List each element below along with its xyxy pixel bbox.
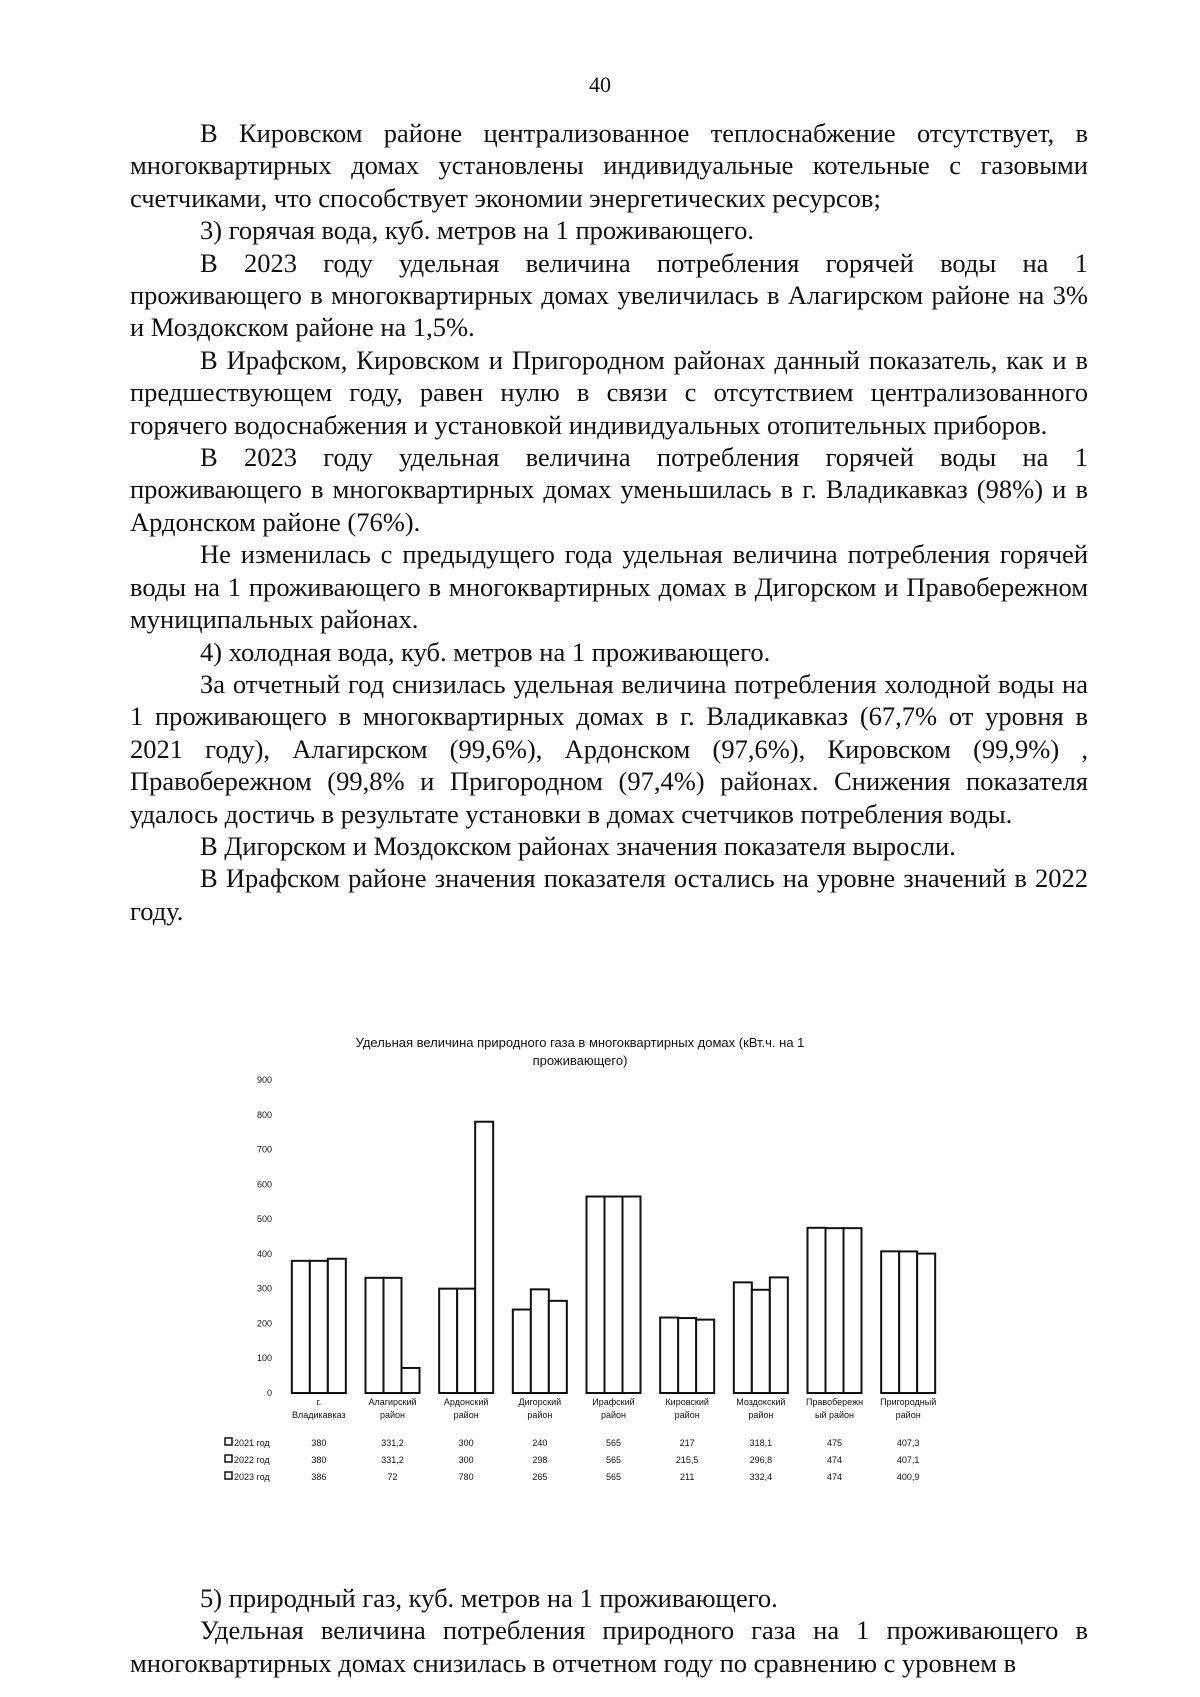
y-tick-label: 300 <box>256 1283 272 1294</box>
paragraph: 4) холодная вода, куб. метров на 1 проживающего. <box>200 636 771 667</box>
legend-label: 2023 год <box>234 1472 270 1482</box>
gas-consumption-chart <box>0 1025 1200 1495</box>
y-tick-label: 700 <box>256 1144 272 1155</box>
x-category-label: район <box>600 1410 627 1420</box>
bar <box>292 1261 310 1393</box>
bar <box>475 1122 493 1393</box>
bar <box>531 1289 549 1393</box>
legend-label: 2022 год <box>234 1455 270 1465</box>
bar <box>808 1228 826 1393</box>
x-category-label: Моздокский <box>736 1397 786 1407</box>
y-tick-label: 600 <box>256 1179 272 1190</box>
bar <box>328 1259 346 1393</box>
x-category-label: Владикавказ <box>292 1410 346 1420</box>
data-label: 380 <box>311 1438 327 1448</box>
bar <box>899 1251 917 1393</box>
x-category-label: район <box>527 1410 553 1420</box>
y-tick-label: 200 <box>256 1318 272 1329</box>
x-category-label: Алагирский <box>368 1397 417 1407</box>
paragraph: В 2023 году удельная величина потребления горячей воды на 1 проживающего в многоквартирных домах увеличилась в Алагирском районе на 3% и Моздокском районе на 1,5%. <box>130 247 1088 343</box>
data-label: 407,3 <box>896 1438 920 1448</box>
data-label: 72 <box>387 1472 398 1482</box>
paragraph: В Кировском районе централизованное теплоснабжение отсутствует, в многоквартирных домах установлены индивидуальные котельные с газовыми счетчиками, что способствует экономии энергетических ресурсов; <box>130 118 1088 213</box>
bar <box>734 1282 752 1393</box>
paragraph: В Ирафском районе значения показателя остались на уровне значений в 2022 году. <box>130 863 1088 926</box>
paragraph: За отчетный год снизилась удельная величина потребления холодной воды на 1 проживающего в многоквартирных домах в г. Владикавказ (67,7% от уровня в 2021 году), Алагирском (99,6%), Ардонском (97,6%), Кировском (99,9%) , Правобережном (99,8% и Пригородном (97,4%) районах. Снижения показателя удалось достичь в результате установки в домах счетчиков потребления воды. <box>130 668 1088 829</box>
x-category-label: ый район <box>814 1410 855 1420</box>
bar <box>549 1301 567 1393</box>
data-label: 380 <box>311 1455 327 1465</box>
data-label: 318,1 <box>749 1438 773 1448</box>
bar <box>513 1310 531 1393</box>
paragraph: 5) природный газ, куб. метров на 1 проживающего. <box>200 1583 778 1613</box>
data-label: 217 <box>679 1438 695 1448</box>
data-label: 331,2 <box>381 1455 404 1465</box>
x-category-label: район <box>453 1410 479 1420</box>
bar <box>752 1290 770 1393</box>
x-category-label: г. <box>316 1397 322 1407</box>
text-block-top <box>130 117 1088 927</box>
legend-key <box>225 1438 232 1445</box>
x-category-label: район <box>379 1410 406 1420</box>
paragraph: В Дигорском и Моздокском районах значения показателя выросли. <box>200 830 956 861</box>
data-label: 300 <box>458 1438 474 1448</box>
x-category-label: Пригородный <box>880 1397 937 1407</box>
data-label: 474 <box>826 1455 843 1465</box>
bar <box>696 1320 714 1393</box>
x-category-label: Ирафский <box>592 1397 635 1407</box>
data-label: 400,9 <box>896 1472 920 1482</box>
y-tick-label: 0 <box>266 1388 272 1398</box>
legend-label: 2021 год <box>234 1438 270 1448</box>
data-label: 475 <box>826 1438 843 1448</box>
bar <box>623 1197 641 1393</box>
data-label: 215,5 <box>675 1455 699 1465</box>
paragraph: 3) горячая вода, куб. метров на 1 проживающего. <box>200 215 754 246</box>
data-label: 331,2 <box>381 1438 404 1448</box>
data-label: 474 <box>826 1472 843 1482</box>
y-tick-label: 100 <box>256 1353 272 1364</box>
data-label: 300 <box>458 1455 474 1465</box>
paragraph: Удельная величина потребления природного газа на 1 проживающего в многоквартирных домах снизилась в отчетном году по сравнению с уровнем в <box>130 1615 1088 1678</box>
bar <box>310 1261 328 1393</box>
bar <box>660 1318 678 1393</box>
bar <box>587 1197 605 1393</box>
bar <box>605 1197 623 1393</box>
y-tick-label: 500 <box>256 1214 272 1225</box>
bar <box>917 1254 935 1393</box>
y-tick-label: 900 <box>256 1075 272 1085</box>
data-label: 565 <box>605 1472 622 1482</box>
bar <box>384 1278 402 1393</box>
bar <box>439 1289 457 1393</box>
bar <box>457 1289 475 1393</box>
x-category-label: Дигорский <box>518 1397 562 1407</box>
x-category-label: Ардонский <box>443 1397 489 1407</box>
legend-key <box>225 1455 232 1462</box>
x-category-label: район <box>748 1410 774 1420</box>
chart-title: проживающего) <box>532 1053 628 1068</box>
paragraph: В Ирафском, Кировском и Пригородном районах данный показатель, как и в предшествующем году, равен нулю в связи с отсутствием централизованного горячего водоснабжения и установкой индивидуальных отопительных приборов. <box>130 344 1088 440</box>
data-label: 298 <box>532 1455 548 1465</box>
data-label: 407,1 <box>896 1455 920 1465</box>
bar <box>770 1277 788 1393</box>
bar <box>881 1251 899 1393</box>
text-block-bottom <box>130 1582 1088 1679</box>
x-category-label: Кировский <box>665 1397 709 1407</box>
y-tick-label: 400 <box>256 1248 272 1259</box>
data-label: 211 <box>679 1472 695 1482</box>
data-label: 265 <box>532 1472 548 1482</box>
x-category-label: Правобережн <box>805 1397 864 1407</box>
data-label: 296,8 <box>749 1455 773 1465</box>
bar <box>366 1278 384 1393</box>
bar <box>678 1318 696 1393</box>
paragraph: Не изменилась с предыдущего года удельная величина потребления горячей воды на 1 проживающего в многоквартирных домах в Дигорском и Правобережном муниципальных районах. <box>130 539 1088 635</box>
bar <box>402 1368 420 1393</box>
data-label: 386 <box>311 1472 327 1482</box>
bar <box>826 1228 844 1393</box>
paragraph: В 2023 году удельная величина потребления горячей воды на 1 проживающего в многоквартирных домах уменьшилась в г. Владикавказ (98%) и в Ардонском районе (76%). <box>130 442 1088 537</box>
bar <box>844 1228 862 1393</box>
x-category-label: район <box>674 1410 700 1420</box>
y-tick-label: 800 <box>256 1109 272 1120</box>
data-label: 332,4 <box>749 1472 773 1482</box>
legend-key <box>225 1472 232 1479</box>
x-category-label: район <box>895 1410 921 1420</box>
data-label: 240 <box>532 1438 548 1448</box>
data-label: 780 <box>458 1472 474 1482</box>
chart-title: Удельная величина природного газа в многоквартирных домах (кВт.ч. на 1 <box>355 1035 805 1050</box>
data-label: 565 <box>605 1455 622 1465</box>
data-label: 565 <box>605 1438 622 1448</box>
page-number: 40 <box>589 72 611 97</box>
